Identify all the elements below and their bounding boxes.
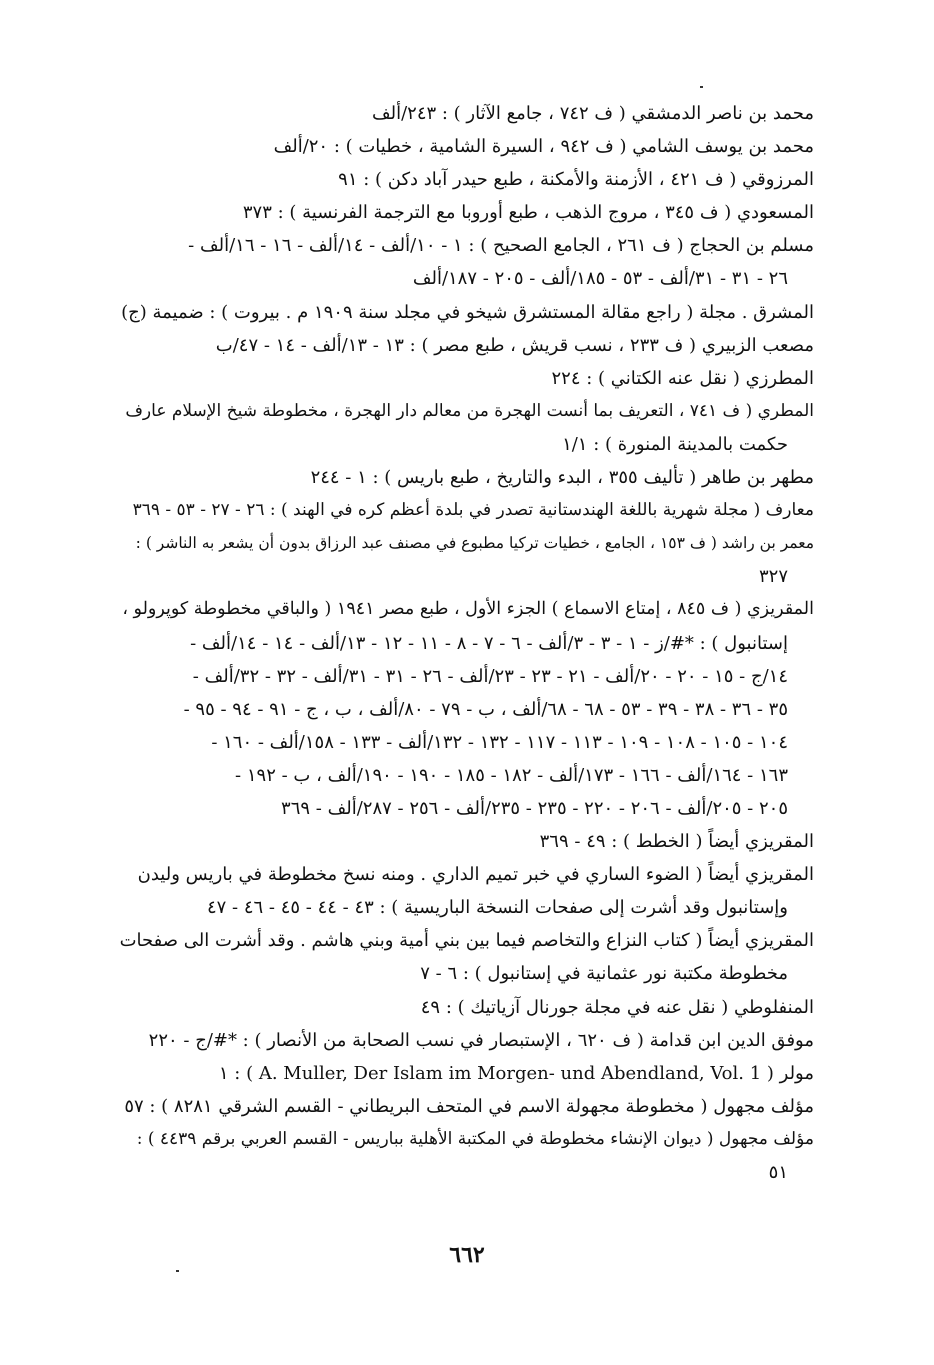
entry-line: محمد بن يوسف الشامي ( ف ٩٤٢ ، السيرة الشامية ، خطيات ) : ٢٠/ألف — [273, 136, 814, 158]
entry-line: المسعودي ( ف ٣٤٥ ، مروج الذهب ، طبع أوروبا مع الترجمة الفرنسية ) : ٣٧٣ — [242, 202, 814, 224]
entry-continuation-line: ٣٢٧ — [758, 566, 788, 588]
index-entry — [118, 1057, 814, 1090]
scan-speck — [700, 86, 703, 88]
entry-continuation-line: ٢٦ - ٣١ - ٣١/ألف - ٥٣ - ١٨٥/ألف - ٢٠٥ - ١٨٧/ألف — [412, 268, 788, 290]
entry-line: محمد بن ناصر الدمشقي ( ف ٧٤٢ ، جامع الآثار ) : ٢٤٣/ألف — [371, 103, 814, 124]
entry-line: مؤلف مجهول ( مخطوطة مجهولة الاسم في المتحف البريطاني - القسم الشرقي ٨٢٨١ ) : ٥٧ — [124, 1095, 814, 1117]
index-entry — [118, 196, 814, 229]
entry-continuation-line: ١٦٣ - ١٦٤/ألف - ١٦٦ - ١٧٣/ألف - ١٨٢ - ١٨٥ - ١٩٠ - ١٩٠/ألف ، ب - ١٩٢ - — [235, 764, 788, 786]
entry-line: معمر بن راشد ( ف ١٥٣ ، الجامع ، خطيات تركيا مطبوع في مصنف عبد الرزاق بدون أن يشعر به الناشر ) : — [135, 534, 814, 553]
entry-line: معارف ( مجلة شهرية باللغة الهندستانية تصدر في بلدة أعظم كره في الهند ) : ٢٦ - ٢٧ - ٥٣ - ٣٦٩ — [132, 500, 814, 521]
index-entry — [118, 1090, 814, 1123]
index-entry — [118, 924, 814, 990]
entry-line: المشرق . مجلة ( راجع مقالة المستشرق شيخو في مجلد سنة ١٩٠٩ م . بيروت ) : ضميمة (ج) — [121, 301, 814, 323]
index-entry — [118, 97, 814, 130]
entry-continuation-line: ٢٠٥ - ٢٠٥/ألف - ٢٠٦ - ٢٢٠ - ٢٣٥ - ٢٣٥/ألف - ٢٥٦ - ٢٨٧/ألف - ٣٦٩ — [281, 797, 788, 819]
entry-line: المطري ( ف ٧٤١ ، التعريف بما أنست الهجرة من معالم دار الهجرة ، مخطوطة شيخ الإسلام عارف — [125, 400, 814, 421]
entry-line: المرزوقي ( ف ٤٢١ ، الأزمنة والأمكنة ، طبع حيدر آباد دكن ) : ٩١ — [338, 169, 814, 191]
index-entry — [118, 858, 814, 924]
entry-line: المطرزي ( نقل عنه الكتاني ) : ٢٢٤ — [551, 367, 814, 389]
entry-line: المنفلوطي ( نقل عنه في مجلة جورنال آزياتيك ) : ٤٩ — [420, 996, 814, 1018]
entry-continuation-line: ١٤/ج - ١٥ - ٢٠ - ٢٠/ألف - ٢١ - ٢٣ - ٢٣/ألف - ٢٦ - ٣١ - ٣١/ألف - ٣٢ - ٣٢/ألف - — [192, 665, 788, 687]
page-number: ٦٦٢ — [449, 1242, 485, 1268]
entry-continuation-line: مخطوطة مكتبة نور عثمانية في إستانبول ) : ٦ - ٧ — [420, 963, 788, 985]
index-entry — [118, 130, 814, 163]
index-entry — [118, 296, 814, 329]
entry-line: المقريزي أيضاً ( الخطط ) : ٤٩ - ٣٦٩ — [539, 831, 814, 853]
index-entries — [118, 97, 814, 1189]
index-entry — [118, 527, 814, 593]
index-entry — [118, 229, 814, 295]
index-entry — [118, 395, 814, 461]
entry-line: مطهر بن طاهر ( تأليف ٣٥٥ ، البدء والتاريخ ، طبع باريس ) : ١ - ٢٤٤ — [310, 467, 814, 489]
index-entry — [118, 1123, 814, 1189]
index-entry — [118, 163, 814, 196]
index-entry — [118, 494, 814, 527]
index-entry — [118, 593, 814, 825]
entry-line: مولر ( A. Muller, Der Islam im Morgen- und Abendland, Vol. 1 ) : ١ — [218, 1062, 814, 1084]
index-entry — [118, 825, 814, 858]
entry-continuation-line: وإستانبول وقد أشرت إلى صفحات النسخة الباريسية ) : ٤٣ - ٤٤ - ٤٥ - ٤٦ - ٤٧ — [206, 897, 788, 919]
index-entry — [118, 362, 814, 395]
entry-line: مصعب الزبيري ( ف ٢٣٣ ، نسب قريش ، طبع مصر ) : ١٣ - ١٣/ألف - ١٤ - ٤٧/ب — [215, 334, 814, 356]
entry-line: المقريزي أيضاً ( كتاب النزاع والتخاصم فيما بين بني أمية وبني هاشم . وقد أشرت الى صفحات — [119, 930, 814, 952]
entry-continuation-line: ٥١ — [768, 1162, 788, 1183]
entry-line: موفق الدين ابن قدامة ( ف ٦٢٠ ، الإستبصار في نسب الصحابة من الأنصار ) : *#/ج - ٢٢٠ — [148, 1029, 814, 1051]
entry-continuation-line: ١٠٤ - ١٠٥ - ١٠٨ - ١٠٩ - ١١٣ - ١١٧ - ١٣٢ - ١٣٢/ألف - ١٣٣ - ١٥٨/ألف - ١٦٠ - — [211, 731, 788, 753]
entry-continuation-line: إستانبول ) : *#/ز - ١ - ٣ - ٣/ألف - ٦ - ٧ - ٨ - ١١ - ١٢ - ١٣/ألف - ١٤ - ١٤/ألف - — [190, 632, 788, 654]
index-entry — [118, 329, 814, 362]
scan-speck — [176, 1270, 179, 1272]
entry-continuation-line: حكمت بالمدينة المنورة ) : ١/١ — [562, 433, 788, 455]
entry-line: المقريزي ( ف ٨٤٥ ، إمتاع الاسماع ) الجزء الأول ، طبع مصر ١٩٤١ ( والباقي مخطوطة كوپرولو ، — [122, 599, 814, 620]
entry-continuation-line: ٣٥ - ٣٦ - ٣٨ - ٣٩ - ٥٣ - ٦٨ - ٦٨/ألف ، ب - ٧٩ - ٨٠/ألف ، ب ، ج - ٩١ - ٩٤ - ٩٥ - — [183, 698, 788, 720]
entry-line: مسلم بن الحجاج ( ف ٢٦١ ، الجامع الصحيح ) : ١ - ١٠/ألف - ١٤/ألف - ١٦ - ١٦/ألف - — [188, 235, 814, 257]
index-entry — [118, 991, 814, 1024]
entry-line: مؤلف مجهول ( ديوان الإنشاء مخطوطة في المكتبة الأهلية بباريس - القسم العربي برقم ٤٤٣٩ ) : — [136, 1128, 814, 1149]
index-entry — [118, 461, 814, 494]
entry-line: المقريزي أيضاً ( الضوء الساري في خبر تميم الداري . ومنه نسخ مخطوطة في باريس وليدن — [137, 864, 814, 886]
index-entry — [118, 1024, 814, 1057]
